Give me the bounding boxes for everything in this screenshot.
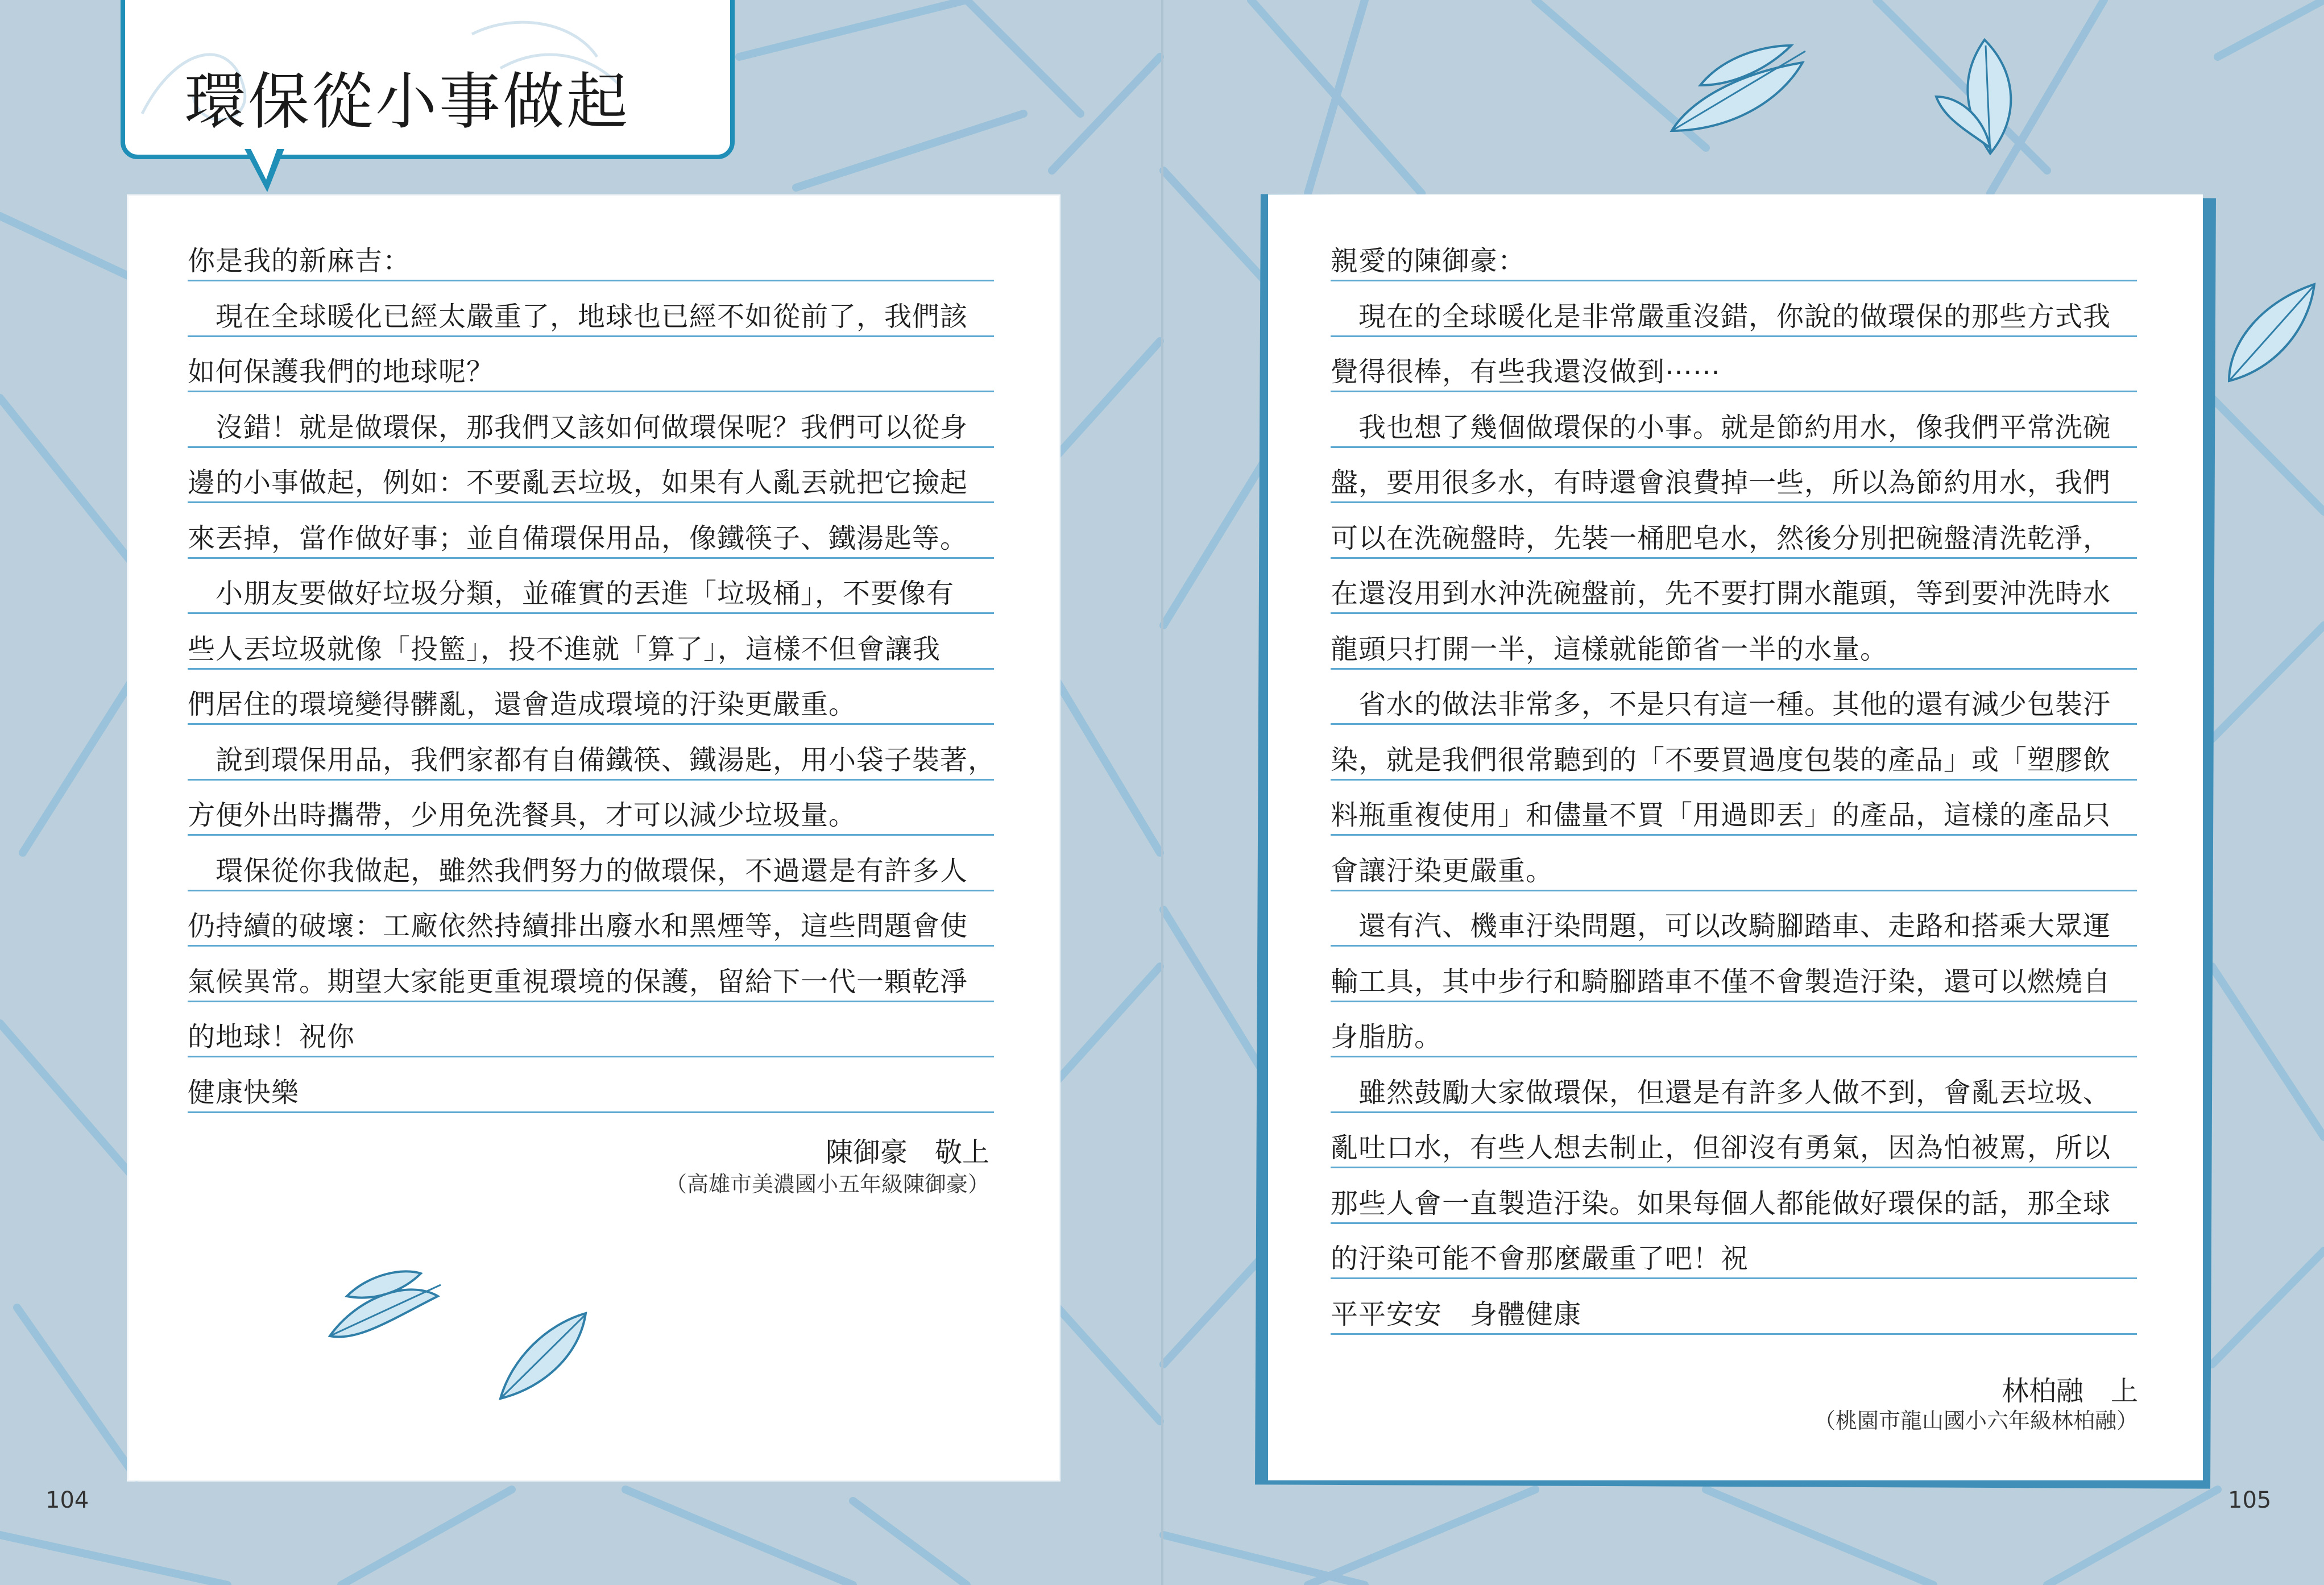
letter-line: 現在的全球暖化是非常嚴重沒錯，你說的做環保的那些方式我 [1331, 300, 2111, 333]
ruled-line [188, 446, 994, 448]
ruled-line [188, 1111, 994, 1113]
ruled-line [1331, 1001, 2137, 1002]
ruled-line [1331, 779, 2137, 781]
ruled-line [1331, 668, 2137, 670]
ruled-line [1331, 1111, 2137, 1113]
letter-line: 環保從你我做起，雖然我們努力的做環保，不過還是有許多人 [188, 854, 968, 887]
letter-line: 方便外出時攜帶，少用免洗餐具，才可以減少垃圾量。 [188, 799, 857, 831]
letter-line: 會讓汙染更嚴重。 [1331, 854, 1554, 887]
leaf-icon [324, 1262, 449, 1353]
letter-line: 省水的做法非常多，不是只有這一種。其他的還有減少包裝汙 [1331, 688, 2111, 720]
page-gutter [1161, 0, 1163, 1585]
leaf-icon [1666, 40, 1814, 142]
ruled-line [1331, 446, 2137, 448]
letter-line: 沒錯！就是做環保，那我們又該如何做環保呢？我們可以從身 [188, 411, 968, 443]
page-title: 環保從小事做起 [184, 67, 631, 138]
letter-line: 那些人會一直製造汙染。如果每個人都能做好環保的話，那全球 [1331, 1187, 2111, 1219]
leaf-icon [1933, 34, 2047, 159]
letter-line: 亂吐口水，有些人想去制止，但卻沒有勇氣，因為怕被罵，所以 [1331, 1132, 2111, 1164]
letter-line: 親愛的陳御豪： [1331, 245, 1526, 277]
ruled-line [188, 391, 994, 392]
letter-line: 輸工具，其中步行和騎腳踏車不僅不會製造汙染，還可以燃燒自 [1331, 965, 2111, 998]
ruled-line [1331, 391, 2137, 392]
letter-line: 我也想了幾個做環保的小事。就是節約用水，像我們平常洗碗 [1331, 411, 2111, 443]
ruled-line [1331, 335, 2137, 337]
ruled-line [1331, 834, 2137, 836]
letter-line: 的地球！祝你 [188, 1021, 355, 1053]
ruled-line [188, 779, 994, 781]
leaf-icon [2218, 273, 2320, 387]
ruled-line [1331, 1056, 2137, 1057]
letter-line: 盤，要用很多水，有時還會浪費掉一些，所以為節約用水，我們 [1331, 467, 2111, 499]
letter-line: 說到環保用品，我們家都有自備鐵筷、鐵湯匙，用小袋子裝著， [188, 744, 996, 776]
title-bubble-tail-inner [250, 148, 277, 180]
letter-line: 身脂肪。 [1331, 1021, 1443, 1053]
ruled-line [188, 501, 994, 503]
letter-line: 覺得很棒，有些我還沒做到⋯⋯ [1331, 356, 1721, 388]
letter-line: 在還沒用到水沖洗碗盤前，先不要打開水龍頭，等到要沖洗時水 [1331, 578, 2111, 609]
ruled-line [1331, 557, 2137, 559]
left-letter-author-note: （高雄市美濃國小五年級陳御豪） [665, 1172, 989, 1197]
ruled-line [188, 612, 994, 614]
letter-line: 的汙染可能不會那麼嚴重了吧！祝 [1331, 1243, 1749, 1275]
right-letter-author-note: （桃園市龍山國小六年級林柏融） [1813, 1408, 2138, 1433]
ruled-line [1331, 890, 2137, 891]
page-number-right: 105 [2228, 1487, 2272, 1513]
letter-line: 們居住的環境變得髒亂，還會造成環境的汙染更嚴重。 [188, 688, 857, 720]
letter-line: 龍頭只打開一半，這樣就能節省一半的水量。 [1331, 633, 1888, 665]
ruled-line [188, 668, 994, 670]
letter-line: 邊的小事做起，例如：不要亂丟垃圾，如果有人亂丟就把它撿起 [188, 467, 968, 499]
letter-line: 現在全球暖化已經太嚴重了，地球也已經不如從前了，我們該 [188, 300, 968, 333]
ruled-line [1331, 1167, 2137, 1168]
ruled-line [188, 723, 994, 725]
left-letter-signature: 陳御豪 敬上 [825, 1136, 989, 1168]
right-letter-signature: 林柏融 上 [2001, 1375, 2138, 1407]
letter-line: 你是我的新麻吉： [188, 245, 411, 277]
letter-line: 可以在洗碗盤時，先裝一桶肥皂水，然後分別把碗盤清洗乾淨， [1331, 522, 2111, 554]
letter-line: 健康快樂 [188, 1076, 300, 1109]
ruled-line [1331, 1333, 2137, 1335]
leaf-icon [489, 1308, 597, 1404]
letter-line: 料瓶重複使用」和儘量不買「用過即丟」的產品，這樣的產品只 [1331, 799, 2111, 831]
ruled-line [188, 834, 994, 836]
letter-line: 還有汽、機車汙染問題，可以改騎腳踏車、走路和搭乘大眾運 [1331, 910, 2111, 942]
ruled-line [188, 1001, 994, 1002]
ruled-line [188, 1056, 994, 1057]
ruled-line [1331, 1222, 2137, 1224]
letter-line: 氣候異常。期望大家能更重視環境的保護，留給下一代一顆乾淨 [188, 965, 968, 998]
ruled-line [1331, 1277, 2137, 1279]
ruled-line [1331, 612, 2137, 614]
letter-line: 雖然鼓勵大家做環保，但還是有許多人做不到，會亂丟垃圾、 [1331, 1076, 2111, 1109]
letter-line: 小朋友要做好垃圾分類，並確實的丟進「垃圾桶」，不要像有 [188, 578, 955, 609]
ruled-line [188, 945, 994, 947]
ruled-line [1331, 280, 2137, 281]
letter-line: 來丟掉，當作做好事；並自備環保用品，像鐵筷子、鐵湯匙等。 [188, 522, 968, 554]
letter-line: 平平安安 身體健康 [1331, 1298, 1582, 1330]
ruled-line [188, 335, 994, 337]
ruled-line [188, 557, 994, 559]
ruled-line [188, 890, 994, 891]
ruled-line [1331, 945, 2137, 947]
letter-line: 如何保護我們的地球呢？ [188, 356, 495, 388]
letter-line: 染，就是我們很常聽到的「不要買過度包裝的產品」或「塑膠飲 [1331, 744, 2111, 776]
letter-line: 仍持續的破壞：工廠依然持續排出廢水和黑煙等，這些問題會使 [188, 910, 968, 942]
ruled-line [1331, 723, 2137, 725]
ruled-line [1331, 501, 2137, 503]
letter-line: 些人丟垃圾就像「投籃」，投不進就「算了」，這樣不但會讓我 [188, 633, 941, 665]
ruled-line [188, 280, 994, 281]
page-number-left: 104 [45, 1487, 89, 1513]
